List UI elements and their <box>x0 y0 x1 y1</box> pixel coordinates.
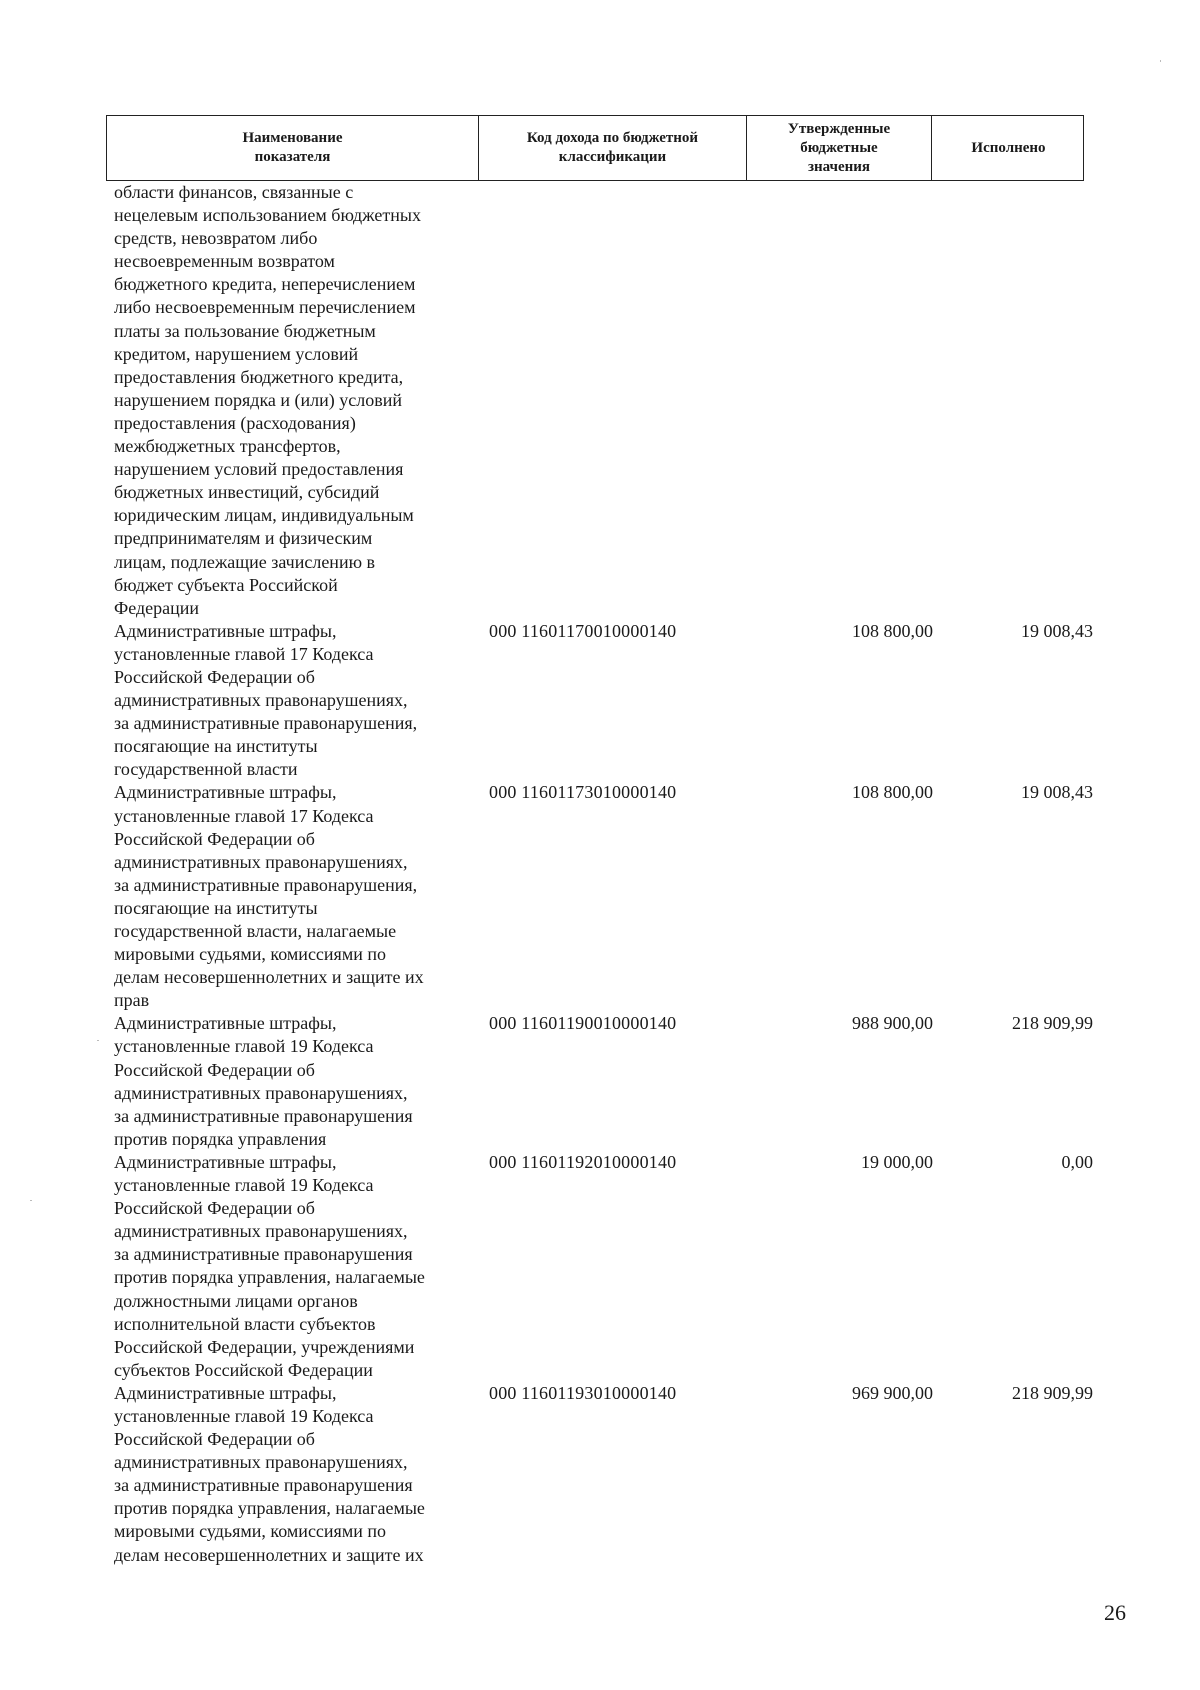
table-row <box>114 1382 1114 1567</box>
row-plan: 108 800,00 <box>852 620 933 641</box>
table-row <box>114 1012 1114 1151</box>
scan-speck <box>1160 60 1161 62</box>
row-name: Административные штрафы, установленные главой 19 Кодекса Российской Федерации об административных правонарушениях, за административные правонарушения против порядка управления, налагаемые мировыми судьями, комиссиями по делам несовершеннолетних и защите их <box>114 1382 425 1565</box>
row-plan: 19 000,00 <box>861 1151 933 1172</box>
row-done: 19 008,43 <box>1021 782 1093 803</box>
row-name: Административные штрафы, установленные главой 17 Кодекса Российской Федерации об административных правонарушениях, за административные правонарушения, посягающие на институты государственной власти <box>114 620 418 780</box>
row-done: 19 008,43 <box>1021 620 1093 641</box>
row-name: области финансов, связанные с нецелевым использованием бюджетных средств, невозвратом либо несвоевременным возвратом бюджетного кредита, неперечислением либо несвоевременным перечислением платы за пользование бюджетным кредитом, нарушением условий предоставления бюджетного кредита, нарушением порядка и (или) условий предоставления (расходования) межбюджетных трансфертов, нарушением условий предоставления бюджетных инвестиций, субсидий юридическим лицам, индивидуальным предпринимателям и физическим лицам, подлежащие зачислению в бюджет субъекта Российской Федерации <box>114 182 421 618</box>
row-name: Административные штрафы, установленные главой 19 Кодекса Российской Федерации об административных правонарушениях, за административные правонарушения против порядка управления, налагаемые должностными лицами органов исполнительной власти субъектов Российской Федерации, учреждениями субъектов Российской Федерации <box>114 1151 425 1380</box>
table-row <box>114 1151 1114 1382</box>
table-row <box>114 620 1114 782</box>
row-name: Административные штрафы, установленные главой 19 Кодекса Российской Федерации об административных правонарушениях, за административные правонарушения против порядка управления <box>114 1013 413 1149</box>
row-code: 000 11601170010000140 <box>489 620 677 641</box>
row-code: 000 11601193010000140 <box>489 1382 677 1403</box>
table-header <box>106 115 1084 181</box>
table-row <box>114 181 1114 620</box>
header-code: Код дохода по бюджетной классификации <box>479 116 747 180</box>
row-code: 000 11601173010000140 <box>489 782 677 803</box>
header-name: Наименование показателя <box>107 116 479 180</box>
row-plan: 988 900,00 <box>852 1013 933 1034</box>
row-plan: 108 800,00 <box>852 782 933 803</box>
row-done: 0,00 <box>1061 1151 1093 1172</box>
row-done: 218 909,99 <box>1012 1382 1093 1403</box>
row-done: 218 909,99 <box>1012 1013 1093 1034</box>
header-done: Исполнено <box>971 139 1046 156</box>
scan-speck <box>30 1200 32 1201</box>
row-code: 000 11601192010000140 <box>489 1151 677 1172</box>
table-row <box>114 781 1114 1012</box>
table-body <box>114 181 1114 1567</box>
header-plan: Утвержденные бюджетные значения <box>747 116 932 180</box>
row-plan <box>754 181 939 620</box>
scan-speck <box>97 1040 99 1041</box>
row-plan: 969 900,00 <box>852 1382 933 1403</box>
page-number: 26 <box>1104 1600 1126 1625</box>
row-name: Административные штрафы, установленные главой 17 Кодекса Российской Федерации об административных правонарушениях, за административные правонарушения, посягающие на институты государственной власти, налагаемые мировыми судьями, комиссиями по делам несовершеннолетних и защите их прав <box>114 782 424 1011</box>
row-done <box>939 181 1099 620</box>
row-code <box>486 181 754 620</box>
row-code: 000 11601190010000140 <box>489 1013 677 1034</box>
